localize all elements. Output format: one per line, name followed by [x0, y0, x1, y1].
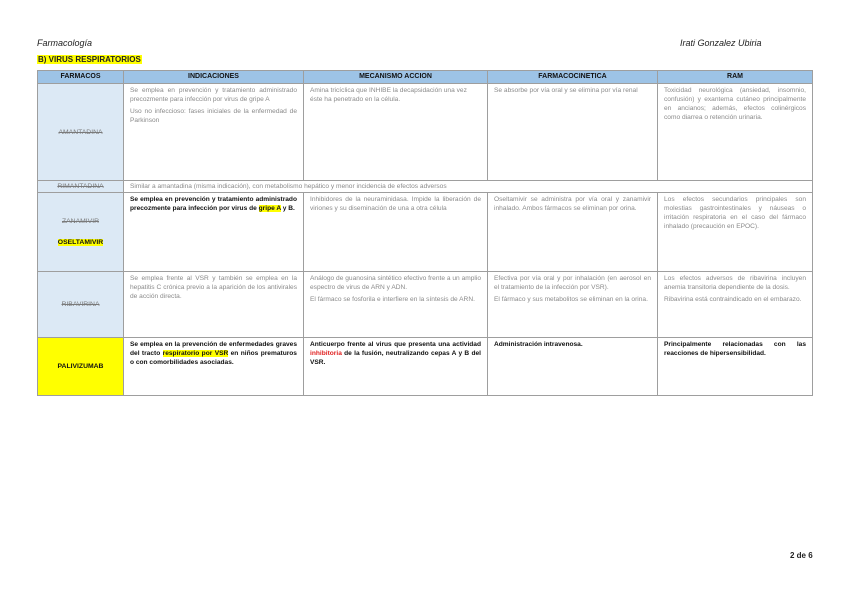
indicaciones-cell — [124, 84, 304, 181]
ram-text: Los efectos adversos de ribavirina incluyen anemia transitoria dependiente de la dosis. — [664, 275, 806, 291]
table-row — [38, 193, 813, 272]
farmacocinetica-cell — [488, 272, 658, 338]
indicaciones-text: en niños prematuros o con comorbilidades asociadas. — [130, 350, 297, 366]
farmacocinetica-text: Efectiva por vía oral y por inhalación (en aerosol en el tratamiento de la infección por VSR). — [494, 275, 651, 291]
drug-name: OSELTAMIVIR — [57, 239, 104, 246]
drug-name: RIBAVIRINA — [61, 301, 100, 308]
drug-name: ZANAMIVIR — [61, 218, 99, 225]
mecanismo-red-text: inhibitoria — [310, 350, 342, 357]
col-header-indicaciones: INDICACIONES — [124, 71, 304, 84]
col-header-farmacocinetica: FARMACOCINETICA — [488, 71, 658, 84]
indicaciones-text: Uso no infeccioso: fases iniciales de la enfermedad de Parkinson — [130, 108, 297, 124]
mecanismo-text: El fármaco se fosforila e interfiere en la síntesis de ARN. — [310, 296, 475, 303]
col-header-mecanismo: MECANISMO ACCION — [304, 71, 488, 84]
ram-cell — [658, 272, 813, 338]
farmacocinetica-cell — [488, 193, 658, 272]
mecanismo-text: Amina tricíclica que INHIBE la decapsidación una vez éste ha penetrado en la célula. — [310, 87, 467, 103]
mecanismo-cell — [304, 84, 488, 181]
farmacocinetica-text: El fármaco y sus metabolitos se eliminan en la orina. — [494, 296, 648, 303]
ram-text: Toxicidad neurológica (ansiedad, insomnio, confusión) y exantema cutáneo principalmente en ancianos; además, efectos colinérgicos como diarrea o retención urinaria. — [664, 87, 806, 121]
mecanismo-text: Inhibidores de la neuraminidasa. Impide la liberación de viriones y su diseminación de una a otra célula — [310, 196, 481, 212]
page-number: 2 de 6 — [790, 551, 813, 560]
drug-name: PALIVIZUMAB — [57, 363, 104, 370]
drug-name: AMANTADINA — [58, 128, 103, 136]
drug-name: RIMANTADINA — [57, 183, 104, 190]
ram-cell — [658, 84, 813, 181]
indicaciones-text: Se emplea frente al VSR y también se emplea en la hepatitis C crónica previo a la aparición de los antivirales de acción directa. — [130, 275, 297, 300]
indicaciones-text: Se emplea en prevención y tratamiento administrado precozmente para infección por virus de — [130, 196, 297, 212]
indicaciones-text: Se emplea en la prevención de enfermedades graves del tracto — [130, 341, 297, 357]
ram-text: Principalmente relacionadas con las reacciones de hipersensibilidad. — [664, 341, 806, 357]
drug-cell-rimantadina — [38, 181, 124, 193]
table-row — [38, 181, 813, 193]
table-row — [38, 272, 813, 338]
indicaciones-cell — [124, 272, 304, 338]
mecanismo-text: Anticuerpo frente al virus que presenta una actividad — [310, 341, 481, 348]
drug-cell-ribavirina — [38, 272, 124, 338]
table-header-row — [38, 71, 813, 84]
indicaciones-cell — [124, 338, 304, 396]
farmacocinetica-cell — [488, 338, 658, 396]
indicaciones-text: y B. — [280, 205, 295, 212]
table-row — [38, 338, 813, 396]
farmacocinetica-cell — [488, 84, 658, 181]
col-header-ram: RAM — [658, 71, 813, 84]
mecanismo-cell — [304, 272, 488, 338]
table-row — [38, 84, 813, 181]
farmacocinetica-text: Oseltamivir se administra por vía oral y zanamivir inhalado. Ambos fármacos se eliminan por orina. — [494, 196, 651, 212]
ram-cell — [658, 338, 813, 396]
section-title: B) VIRUS RESPIRATORIOS — [38, 55, 141, 64]
indicaciones-text: Se emplea en prevención y tratamiento administrado precozmente para infección por virus de gripe A — [130, 87, 297, 103]
mecanismo-cell — [304, 193, 488, 272]
document-author: Irati Gonzalez Ubiria — [680, 38, 762, 48]
mecanismo-text: de la fusión, neutralizando cepas A y B del VSR. — [310, 350, 481, 366]
drug-table — [37, 70, 813, 396]
ram-text: Los efectos secundarios principales son molestias gastrointestinales y náuseas o irritación respiratoria en el caso del fármaco inhalado (precaución en EPOC). — [664, 196, 806, 230]
highlight-respiratorio-vsr: respiratorio por VSR — [162, 350, 229, 357]
highlight-gripe-a: gripe A — [258, 205, 281, 212]
document-subject: Farmacología — [37, 38, 93, 48]
ram-cell — [658, 193, 813, 272]
ram-text: Ribavirina está contraindicado en el embarazo. — [664, 296, 802, 303]
farmacocinetica-text: Administración intravenosa. — [494, 341, 583, 348]
mecanismo-text: Análogo de guanosina sintético efectivo frente a un amplio espectro de virus de ARN y ADN. — [310, 275, 481, 291]
mecanismo-cell — [304, 338, 488, 396]
drug-cell-palivizumab — [38, 338, 124, 396]
rimantadina-description — [124, 181, 813, 193]
farmacocinetica-text: Se absorbe por vía oral y se elimina por vía renal — [494, 87, 638, 94]
col-header-farmacos: FARMACOS — [38, 71, 124, 84]
drug-cell-zanamivir-oseltamivir — [38, 193, 124, 272]
indicaciones-cell — [124, 193, 304, 272]
rimantadina-text: Similar a amantadina (misma indicación), con metabolismo hepático y menor incidencia de efectos adversos — [130, 183, 447, 190]
drug-cell-amantadina — [38, 84, 124, 181]
